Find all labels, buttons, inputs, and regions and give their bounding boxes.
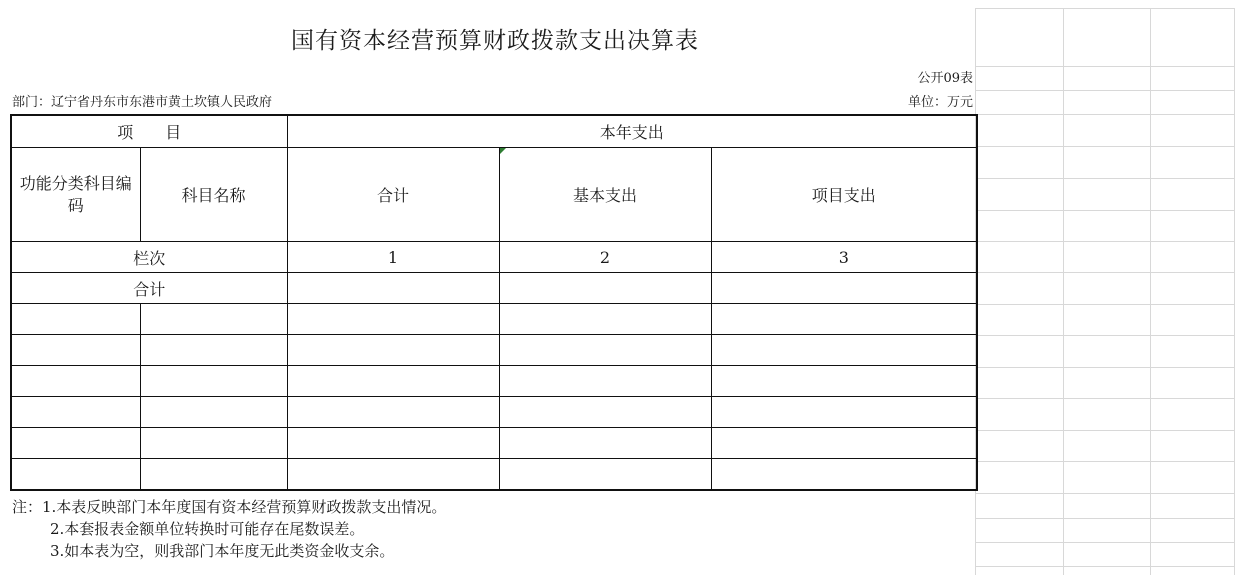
cell-basic[interactable] [499,304,711,335]
cell-total[interactable] [287,335,499,366]
cell-code[interactable] [11,428,140,459]
cell-code[interactable] [11,397,140,428]
cell-basic[interactable] [499,459,711,491]
table-row [11,459,977,491]
form-number: 公开09表 [917,71,973,86]
cell-name[interactable] [140,304,287,335]
column-index-row [11,242,977,273]
header-basic[interactable]: 基本支出 [499,148,711,242]
footnote-1: 注：1.本表反映部门本年度国有资本经营预算财政拨款支出情况。 [12,498,447,516]
index-1[interactable]: 1 [287,242,499,273]
cell-code[interactable] [11,335,140,366]
header-expenditure[interactable]: 本年支出 [287,115,977,148]
table-row [11,335,977,366]
header-code[interactable] [11,148,140,242]
cell-total[interactable] [287,304,499,335]
basic-total-cell[interactable] [499,273,711,304]
total-label[interactable]: 合计 [11,273,287,304]
cell-project[interactable] [711,366,977,397]
table-header-row [11,115,977,148]
footnote-2: 2.本套报表金额单位转换时可能存在尾数误差。 [50,520,365,538]
expenditure-table [10,114,978,491]
header-total[interactable]: 合计 [287,148,499,242]
cell-total[interactable] [287,428,499,459]
header-project[interactable]: 项目支出 [711,148,977,242]
table-row [11,428,977,459]
cell-code[interactable] [11,459,140,491]
cell-name[interactable] [140,459,287,491]
cell-code[interactable] [11,304,140,335]
table-row [11,366,977,397]
cell-code[interactable] [11,366,140,397]
table-subheader-row [11,148,977,242]
total-cell[interactable] [287,273,499,304]
header-code-text: 功能分类科目编码 [19,173,132,215]
cell-name[interactable] [140,366,287,397]
cell-project[interactable] [711,428,977,459]
cell-total[interactable] [287,459,499,491]
cell-project[interactable] [711,304,977,335]
unit-label: 单位：万元 [907,95,973,110]
total-row [11,273,977,304]
cell-total[interactable] [287,397,499,428]
cell-project[interactable] [711,397,977,428]
cell-total[interactable] [287,366,499,397]
project-total-cell[interactable] [711,273,977,304]
cell-name[interactable] [140,335,287,366]
cell-basic[interactable] [499,335,711,366]
cell-name[interactable] [140,428,287,459]
table-row [11,304,977,335]
cell-name[interactable] [140,397,287,428]
department-label: 部门：辽宁省丹东市东港市黄土坎镇人民政府 [12,95,273,110]
page-title: 国有资本经营预算财政拨款支出决算表 [291,28,699,54]
header-name[interactable]: 科目名称 [140,148,287,242]
footnote-3: 3.如本表为空，则我部门本年度无此类资金收支余。 [50,542,395,560]
index-3[interactable]: 3 [711,242,977,273]
cell-basic[interactable] [499,366,711,397]
footnotes [12,496,446,562]
cell-project[interactable] [711,459,977,491]
index-label[interactable]: 栏次 [11,242,287,273]
cell-project[interactable] [711,335,977,366]
spreadsheet-gridlines [975,0,1235,575]
cell-basic[interactable] [499,428,711,459]
index-2[interactable]: 2 [499,242,711,273]
cell-basic[interactable] [499,397,711,428]
header-item[interactable]: 项 目 [11,115,287,148]
table-row [11,397,977,428]
